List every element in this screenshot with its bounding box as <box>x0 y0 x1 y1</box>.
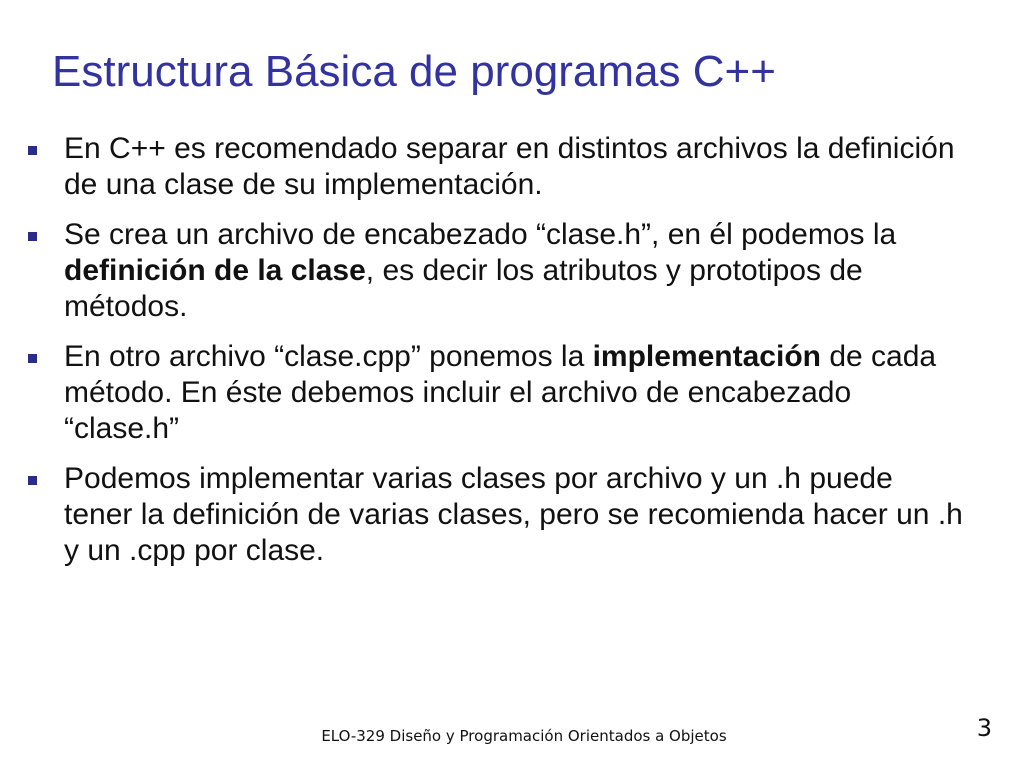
bullet-text-segment: , es decir los atributos y prototipos de métodos. <box>64 254 863 323</box>
bullet-item <box>28 217 968 325</box>
bullet-text <box>64 218 896 323</box>
bullet-text-bold: definición de la clase <box>64 254 366 287</box>
bullet-text <box>64 462 963 567</box>
bullet-text-segment: En C++ es recomendado separar en distintos archivos la definición de una clase de su implementación. <box>64 132 955 201</box>
slide-footer: ELO-329 Diseño y Programación Orientados a Objetos <box>321 727 727 745</box>
square-bullet-icon <box>28 476 37 485</box>
bullet-item <box>28 339 968 447</box>
bullet-text <box>64 340 936 445</box>
bullet-text-segment: de cada método. En éste debemos incluir el archivo de encabezado “clase.h” <box>64 340 937 445</box>
square-bullet-icon <box>28 232 37 241</box>
bullet-text-bold: implementación <box>592 340 821 373</box>
bullet-text-segment: En otro archivo “clase.cpp” ponemos la <box>64 340 593 373</box>
bullet-list <box>28 131 968 583</box>
bullet-item <box>28 461 968 569</box>
bullet-text-segment: Se crea un archivo de encabezado “clase.h”, en él podemos la <box>64 218 897 251</box>
page-number: 3 <box>976 714 992 742</box>
bullet-text <box>64 132 955 201</box>
bullet-item <box>28 131 968 203</box>
square-bullet-icon <box>28 354 37 363</box>
square-bullet-icon <box>28 146 37 155</box>
bullet-text-segment: Podemos implementar varias clases por archivo y un .h puede tener la definición de varias clases, pero se recomienda hacer un .h y un .cpp por clase. <box>64 462 963 567</box>
slide-title: Estructura Básica de programas C++ <box>52 47 776 96</box>
